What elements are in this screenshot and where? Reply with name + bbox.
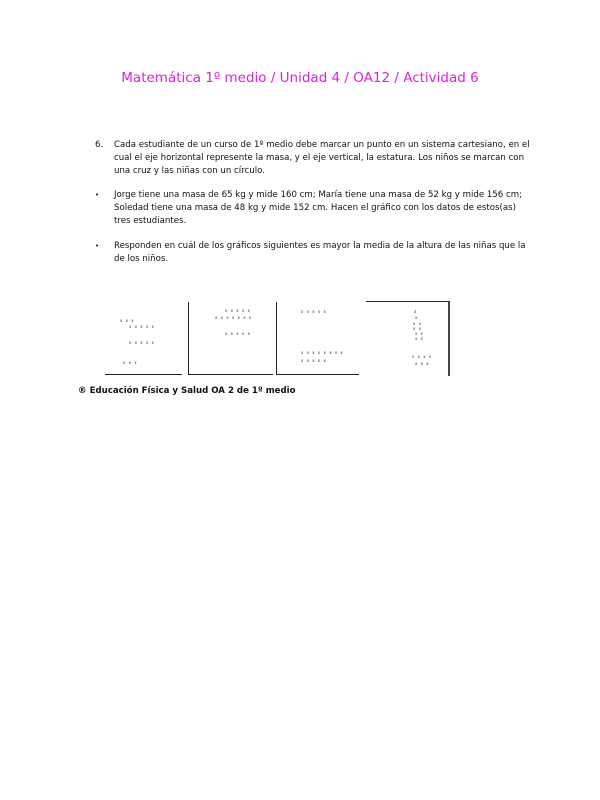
plot-points: x x	[413, 321, 423, 326]
footer-reference: ® Educación Física y Salud OA 2 de 1º medio	[78, 386, 296, 396]
plot-points: x	[414, 309, 418, 314]
item-text: Cada estudiante de un curso de 1º medio debe marcar un punto en un sistema cartesiano, en el cual el eje horizontal represente la masa, y el eje vertical, la estatura. Los niños se marcan con una cruz y las niñas con un círculo.	[114, 140, 530, 176]
scatter-chart-b	[188, 302, 273, 375]
scatter-chart-d	[366, 301, 450, 376]
plot-points: x x x x x	[301, 309, 327, 314]
scatter-chart-a	[105, 300, 182, 375]
scatter-chart-c	[276, 302, 359, 375]
activity-item-6	[95, 139, 535, 178]
bullet-item-question	[95, 240, 535, 266]
bullet-icon: •	[95, 191, 100, 199]
scatter-chart-options	[105, 300, 455, 376]
plot-points: x x x	[415, 361, 430, 366]
plot-points: x x x x x x x	[215, 315, 253, 320]
bullet-text: Responden en cuál de los gráficos siguientes es mayor la media de la altura de las niñas que la de los niños.	[114, 241, 526, 264]
plot-points: x	[415, 315, 419, 320]
bullet-item-data	[95, 189, 535, 228]
plot-points: x x	[415, 336, 425, 341]
plot-points: x x x	[123, 360, 138, 365]
plot-points: x x	[415, 331, 425, 336]
item-number: 6.	[95, 140, 104, 150]
bullet-icon: •	[95, 242, 100, 250]
bullet-text: Jorge tiene una masa de 65 kg y mide 160 cm; María tiene una masa de 52 kg y mide 156 cm; Soledad tiene una masa de 48 kg y mide 152 cm. Hacen el gráfico con los datos de estos(as) tres estudiantes.	[114, 190, 522, 226]
plot-points: x x x x	[412, 354, 433, 359]
plot-points: x x x	[120, 318, 135, 323]
plot-points: x x x x x	[301, 358, 327, 363]
plot-points: x x x x x	[225, 331, 251, 336]
plot-points: x x x x x	[129, 324, 155, 329]
plot-points: x x x x x	[129, 340, 155, 345]
plot-points: x x x x x x x x	[301, 350, 344, 355]
page-title: Matemática 1º medio / Unidad 4 / OA12 / Actividad 6	[121, 70, 479, 86]
plot-points: x x x x x	[225, 308, 251, 313]
plot-points: x x	[413, 326, 423, 331]
